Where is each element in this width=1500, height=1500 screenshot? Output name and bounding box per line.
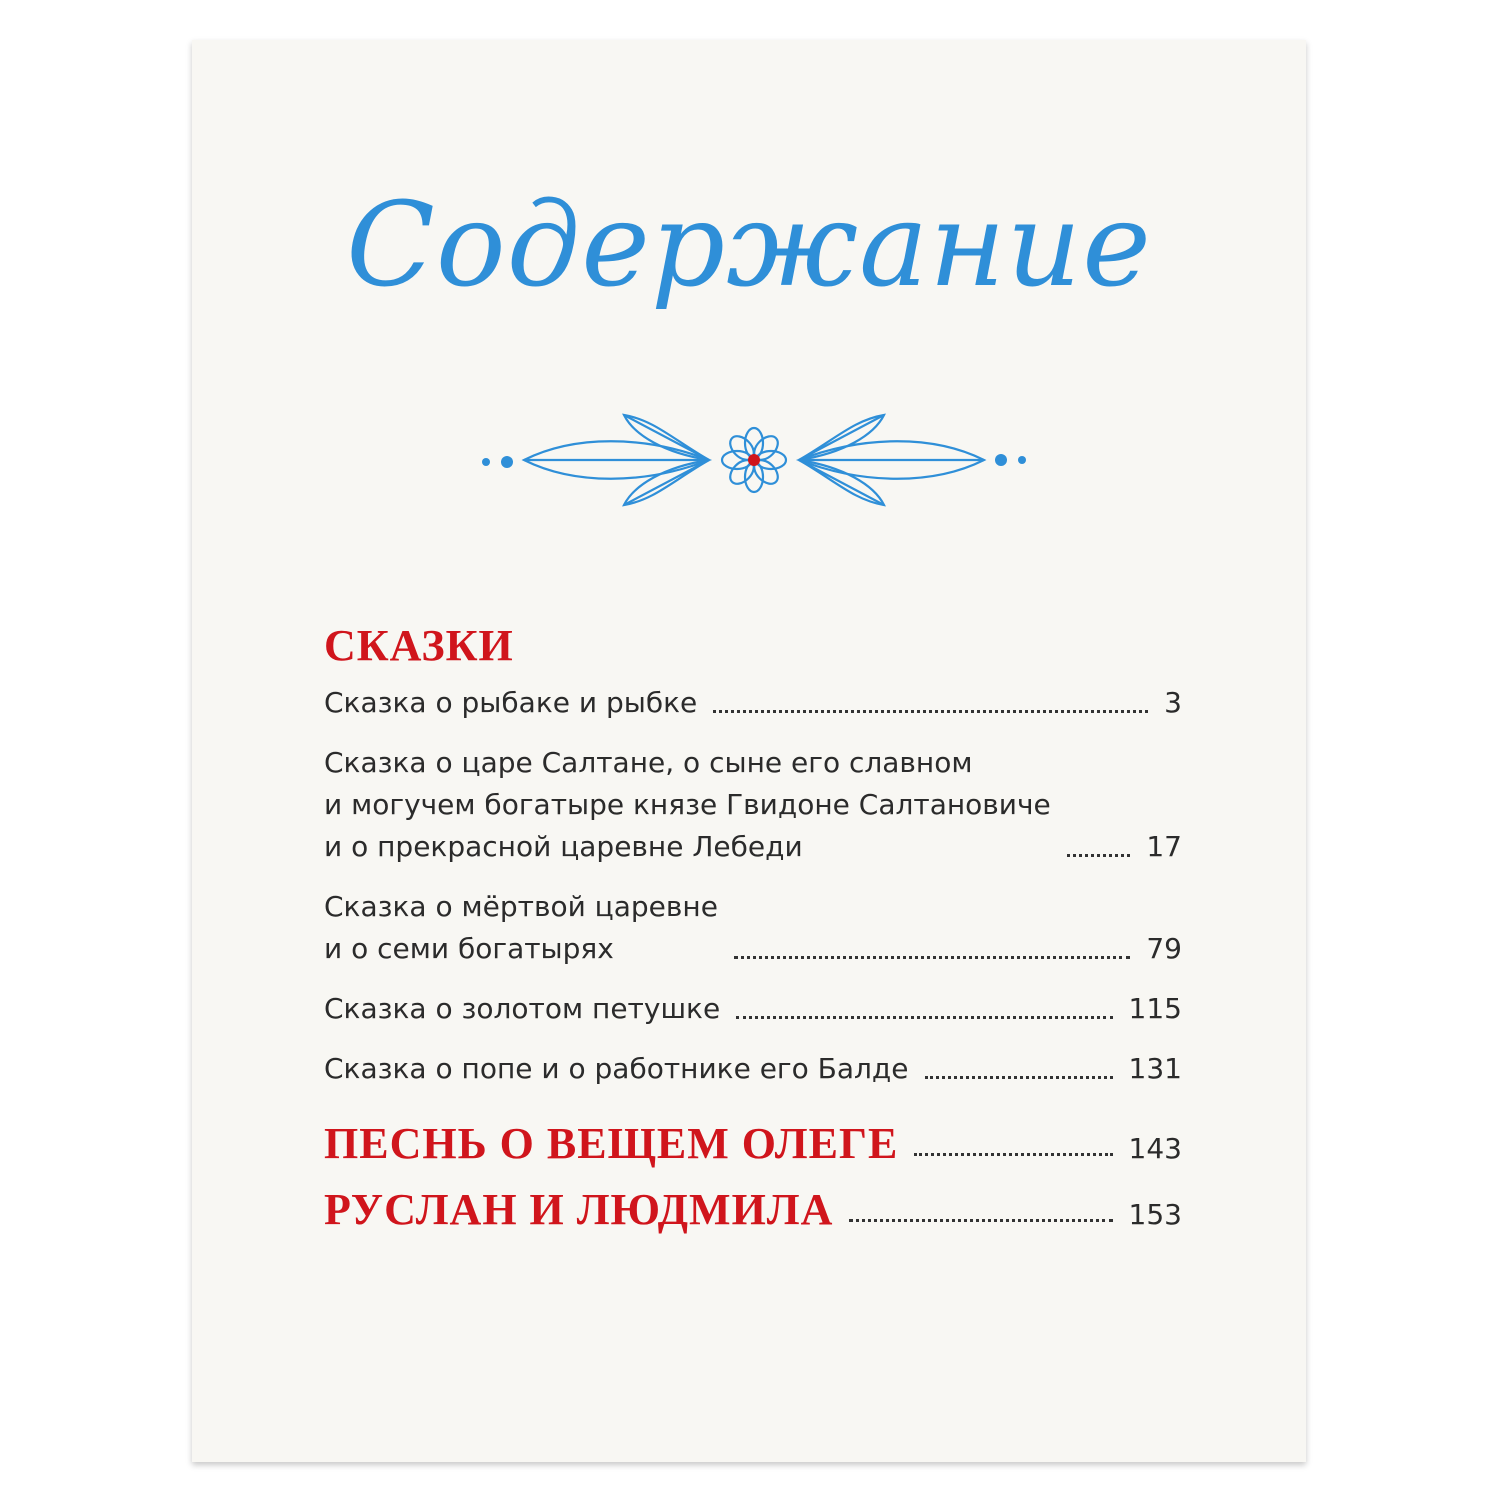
- section-heading-ruslan: РУСЛАН И ЛЮДМИЛА: [324, 1185, 834, 1234]
- toc-entry-title: Сказка о мёртвой царевне и о семи богатырях: [324, 890, 718, 965]
- toc-entry[interactable]: [324, 886, 1182, 970]
- toc-entry-oleg[interactable]: [324, 1118, 1182, 1170]
- toc-entry[interactable]: [324, 988, 1182, 1030]
- toc-entry-title: Сказка о попе и о работнике его Балде: [324, 1052, 909, 1085]
- dot-leader: [849, 1219, 1112, 1222]
- toc-entry-title: Сказка о царе Салтане, о сыне его славном и могучем богатыре князе Гвидоне Салтановиче и о прекрасной царевне Лебеди: [324, 746, 1051, 863]
- flower-leaves-ornament-icon: [474, 405, 1034, 515]
- section-heading-oleg: ПЕСНЬ О ВЕЩЕМ ОЛЕГЕ: [324, 1119, 899, 1168]
- toc-entry-ruslan[interactable]: [324, 1184, 1182, 1236]
- toc-entry-page: 115: [1128, 992, 1182, 1025]
- page-title: Содержание: [346, 178, 1152, 313]
- toc-entry-page: 3: [1164, 686, 1182, 719]
- dot-leader: [736, 1016, 1112, 1019]
- toc-entry[interactable]: [324, 742, 1182, 868]
- dot-leader: [925, 1076, 1113, 1079]
- book-page: [192, 40, 1306, 1462]
- dot-leader: [1067, 854, 1131, 857]
- toc-entry-title: Сказка о рыбаке и рыбке: [324, 686, 698, 719]
- toc-entry-page: 79: [1146, 932, 1182, 965]
- toc-entry[interactable]: [324, 1048, 1182, 1090]
- toc-entry-page: 153: [1128, 1198, 1182, 1231]
- section-heading-skazki: СКАЗКИ: [324, 621, 514, 670]
- dot-leader: [914, 1153, 1112, 1156]
- dot-leader: [734, 956, 1130, 959]
- toc-entry-page: 131: [1128, 1052, 1182, 1085]
- toc-entry-page: 143: [1128, 1132, 1182, 1165]
- toc-entry-title: Сказка о золотом петушке: [324, 992, 721, 1025]
- table-of-contents: [324, 620, 1182, 1236]
- dot-leader: [713, 710, 1148, 713]
- toc-entry-page: 17: [1146, 830, 1182, 863]
- toc-entry[interactable]: [324, 682, 1182, 724]
